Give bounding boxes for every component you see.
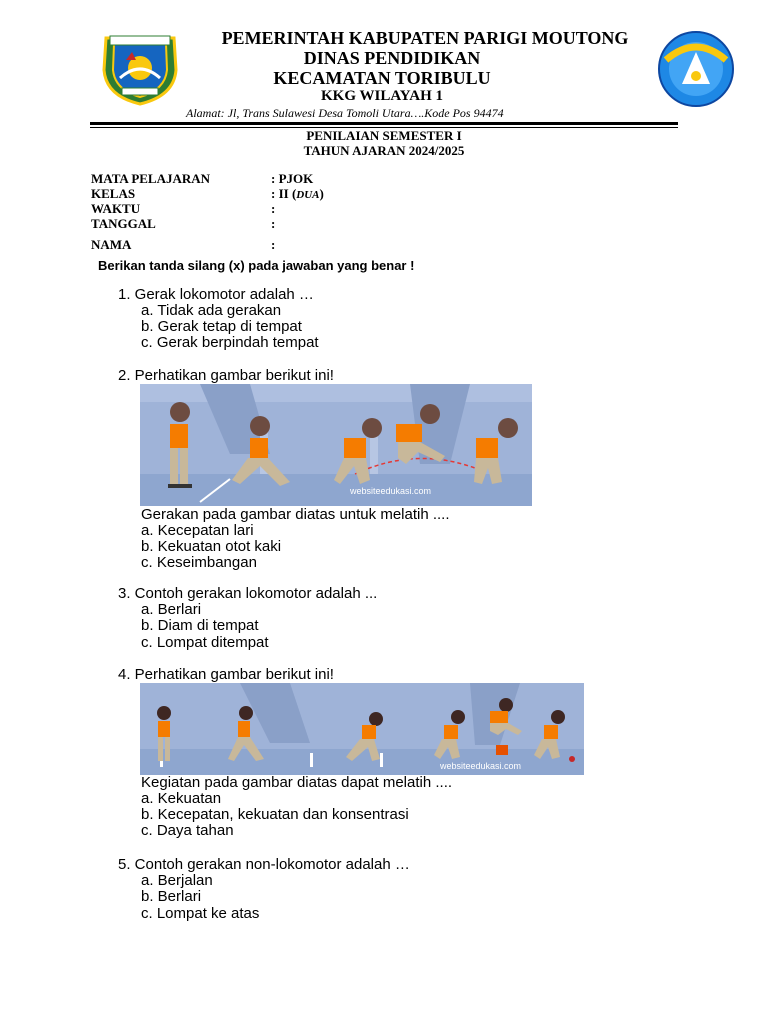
q2-option-c[interactable]: c. Keseimbangan (141, 554, 257, 571)
header-rule-thick (90, 122, 678, 125)
header-line-1: PEMERINTAH KABUPATEN PARIGI MOUTONG (221, 28, 629, 48)
header-line-3: KECAMATAN TORIBULU (273, 68, 491, 88)
nama-label: NAMA (91, 237, 132, 252)
header-line-4: KKG WILAYAH 1 (321, 88, 443, 104)
q3-option-c[interactable]: c. Lompat ditempat (141, 634, 269, 651)
question-4: 4. Perhatikan gambar berikut ini! (118, 666, 334, 683)
exam-title-2: TAHUN AJARAN 2024/2025 (303, 143, 465, 158)
q1-option-a[interactable]: a. Tidak ada gerakan (141, 302, 282, 319)
q5-option-b[interactable]: b. Berlari (141, 888, 202, 905)
tanggal-value: : (271, 216, 276, 231)
header-line-2: DINAS PENDIDIKAN (303, 48, 481, 68)
hurdle-jump-illustration (140, 683, 584, 775)
waktu-value: : (271, 201, 276, 216)
question-3: 3. Contoh gerakan lokomotor adalah ... (118, 585, 378, 602)
question-2: 2. Perhatikan gambar berikut ini! (118, 367, 334, 384)
q4-option-a[interactable]: a. Kekuatan (141, 790, 222, 807)
q4-option-c[interactable]: c. Daya tahan (141, 822, 234, 839)
q2-caption: Gerakan pada gambar diatas untuk melatih .... (141, 506, 450, 523)
standing-long-jump-illustration (140, 384, 532, 506)
nama-value: : (271, 237, 276, 252)
q4-caption: Kegiatan pada gambar diatas dapat melatih .... (141, 774, 453, 791)
question-1: 1. Gerak lokomotor adalah … (118, 286, 314, 303)
kabupaten-logo (96, 30, 184, 106)
q2-watermark: websiteedukasi.com (350, 486, 432, 496)
header-address: Alamat: Jl, Trans Sulawesi Desa Tomoli Utara….Kode Pos 94474 (186, 106, 504, 120)
exam-title-1: PENILAIAN SEMESTER I (306, 128, 462, 143)
kelas-value: : II (DUA) (271, 186, 324, 201)
q4-option-b[interactable]: b. Kecepatan, kekuatan dan konsentrasi (141, 806, 409, 823)
q2-option-b[interactable]: b. Kekuatan otot kaki (141, 538, 282, 555)
q5-option-c[interactable]: c. Lompat ke atas (141, 905, 260, 922)
tut-wuri-handayani-logo (652, 30, 740, 108)
q2-option-a[interactable]: a. Kecepatan lari (141, 522, 254, 539)
q3-option-a[interactable]: a. Berlari (141, 601, 202, 618)
q4-watermark: websiteedukasi.com (440, 761, 522, 771)
q3-option-b[interactable]: b. Diam di tempat (141, 617, 259, 634)
instruction: Berikan tanda silang (x) pada jawaban yang benar ! (98, 258, 415, 273)
mapel-label: MATA PELAJARAN (91, 171, 211, 186)
kelas-label: KELAS (91, 186, 136, 201)
question-5: 5. Contoh gerakan non-lokomotor adalah … (118, 856, 410, 873)
q5-option-a[interactable]: a. Berjalan (141, 872, 213, 889)
q1-option-b[interactable]: b. Gerak tetap di tempat (141, 318, 302, 335)
tanggal-label: TANGGAL (91, 216, 156, 231)
waktu-label: WAKTU (91, 201, 141, 216)
mapel-value: : PJOK (271, 171, 314, 186)
q1-option-c[interactable]: c. Gerak berpindah tempat (141, 334, 319, 351)
